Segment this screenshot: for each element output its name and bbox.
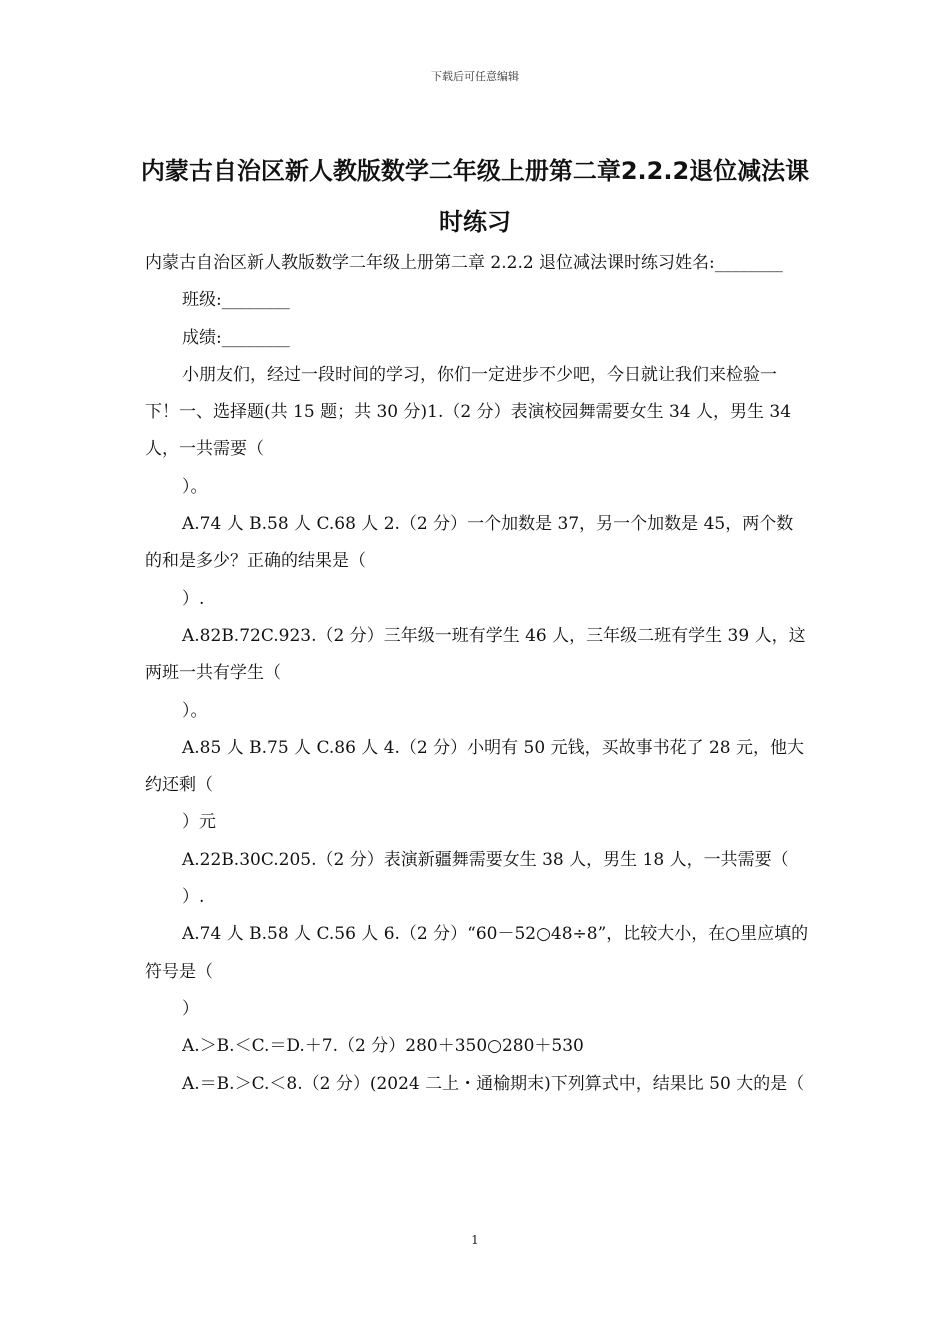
question-6-close: ） xyxy=(182,998,199,1019)
worksheet-intro-line: 内蒙古自治区新人教版数学二年级上册第二章 2.2.2 退位减法课时练习姓名:________ xyxy=(145,253,783,273)
score-field: 成绩:________ xyxy=(182,327,290,348)
page-number: 1 xyxy=(471,1233,479,1247)
question-3-options: A.85 人 B.75 人 C.86 人 4.（2 分）小明有 50 元钱，买故事书花了 28 元，他大约还剩（ xyxy=(145,737,805,796)
question-4-options: A.22B.30C.205.（2 分）表演新疆舞需要女生 38 人，男生 18 人，一共需要（ xyxy=(182,849,789,870)
question-1-options: A.74 人 B.58 人 C.68 人 2.（2 分）一个加数是 37，另一个加数是 45，两个数的和是多少？正确的结果是（ xyxy=(145,514,794,572)
intro-paragraph: 小朋友们，经过一段时间的学习，你们一定进步不少吧，今日就让我们来检验一下！一、选择题(共 15 题；共 30 分)1.（2 分）表演校园舞需要女生 34 人，男生 34 人，一共需要（ xyxy=(145,364,792,460)
question-3-close: ）。 xyxy=(182,700,208,721)
question-6-options: A.＞B.＜C.＝D.＋7.（2 分）280＋350○280＋530 xyxy=(182,1036,584,1057)
question-4-close: ）元 xyxy=(182,812,216,833)
header-note: 下载后可任意编辑 xyxy=(431,70,519,83)
document-body xyxy=(145,245,810,1103)
question-2-close: ）. xyxy=(182,588,205,609)
question-1-close: ）。 xyxy=(182,476,208,497)
question-2-options: A.82B.72C.923.（2 分）三年级一班有学生 46 人，三年级二班有学生 39 人，这两班一共有学生（ xyxy=(145,625,806,684)
question-7-options: A.＝B.＞C.＜8.（2 分）(2024 二上・通榆期末)下列算式中，结果比 50 大的是（ xyxy=(182,1073,805,1094)
document-title: 内蒙古自治区新人教版数学二年级上册第二章2.2.2退位减法课时练习 xyxy=(140,157,810,236)
question-5-close: ）. xyxy=(182,887,205,908)
question-5-options: A.74 人 B.58 人 C.56 人 6.（2 分）“60－52○48÷8”，比较大小，在○里应填的符号是（ xyxy=(145,924,809,982)
class-field: 班级:________ xyxy=(182,290,290,311)
